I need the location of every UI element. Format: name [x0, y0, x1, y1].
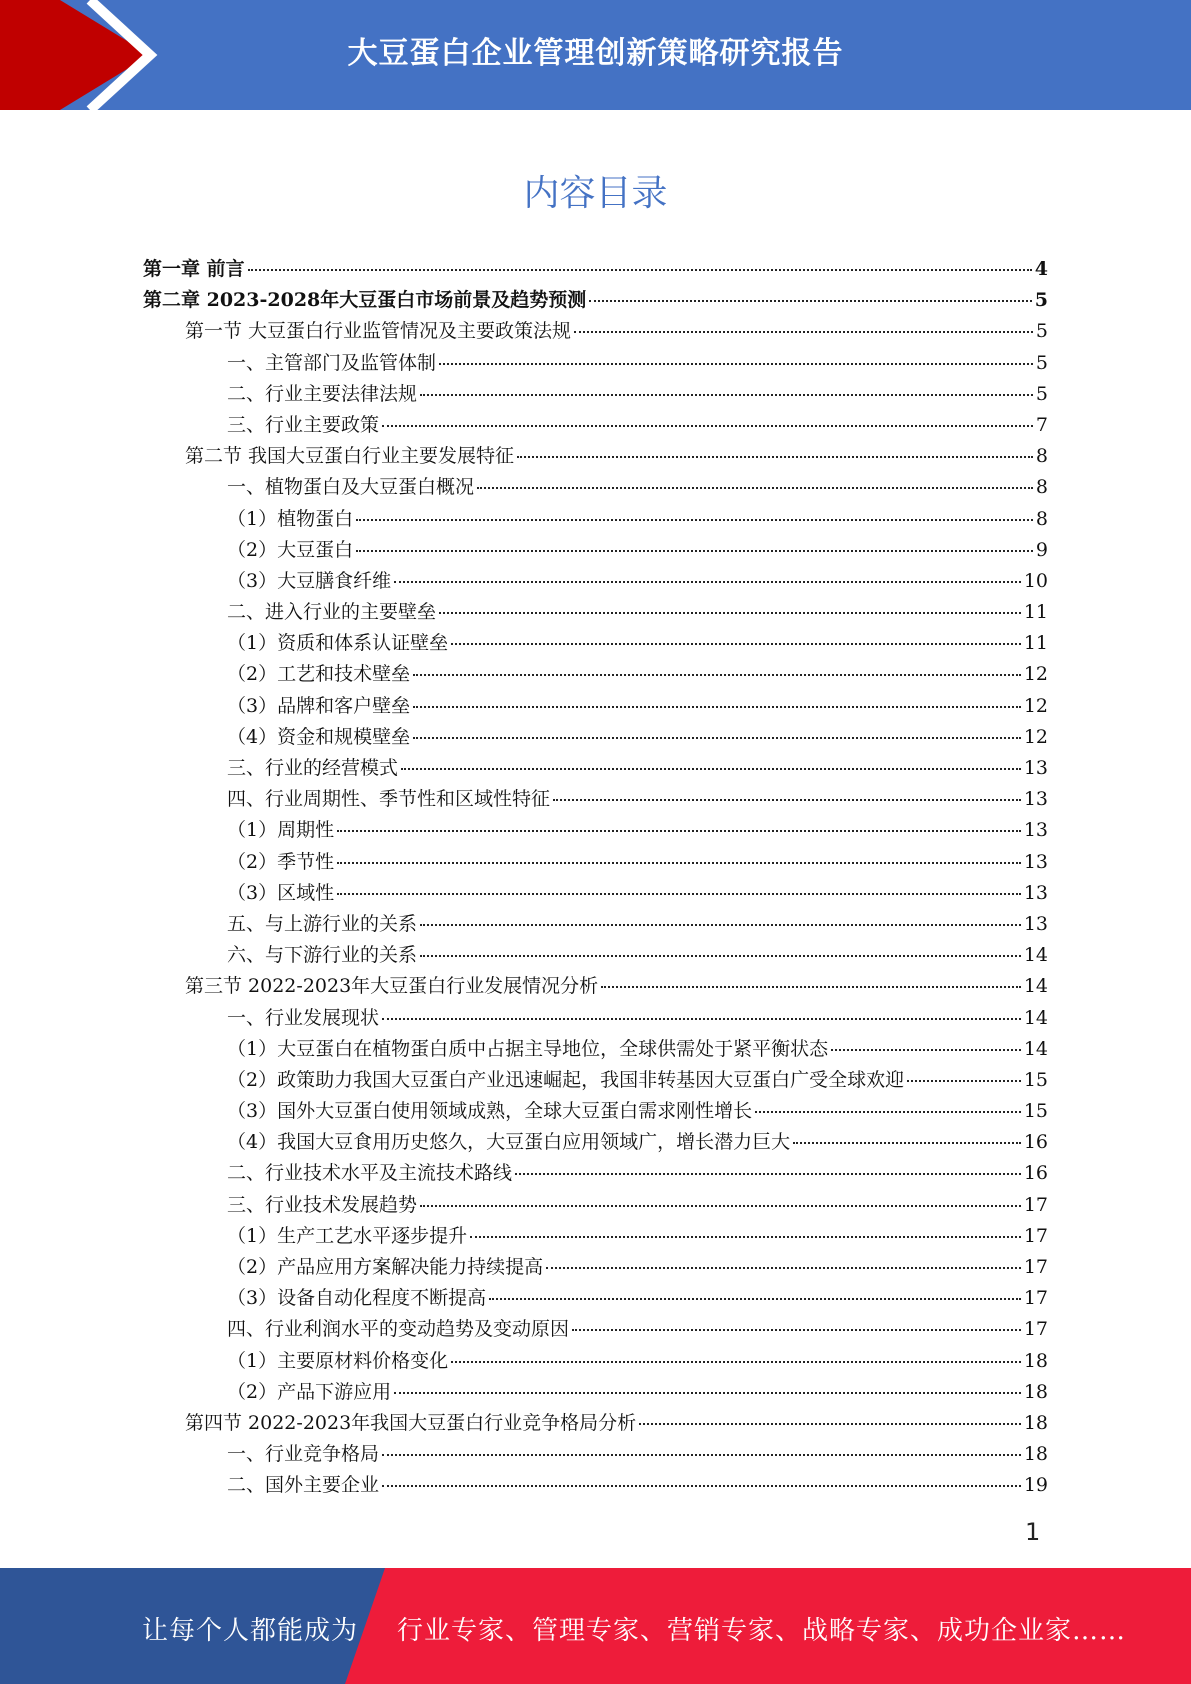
toc-dot-leader [639, 1423, 1021, 1425]
toc-entry[interactable] [143, 1314, 1048, 1345]
toc-entry-label: 第二章 2023-2028年大豆蛋白市场前景及趋势预测 [143, 289, 587, 312]
toc-entry-page: 19 [1023, 1474, 1048, 1497]
toc-entry-page: 14 [1023, 975, 1048, 998]
toc-entry[interactable] [143, 1346, 1048, 1377]
footer-slogan-right: 行业专家、管理专家、营销专家、战略专家、成功企业家…… [397, 1616, 1127, 1646]
toc-entry-label: 第四节 2022-2023年我国大豆蛋白行业竞争格局分析 [185, 1411, 637, 1434]
toc-entry-page: 18 [1023, 1349, 1048, 1372]
toc-dot-leader [572, 1329, 1021, 1331]
toc-entry-page: 17 [1023, 1256, 1048, 1278]
table-of-contents [143, 254, 1048, 1502]
toc-dot-leader [574, 331, 1033, 333]
toc-entry[interactable] [143, 722, 1048, 753]
toc-entry-page: 17 [1023, 1318, 1048, 1341]
toc-entry-page: 7 [1035, 413, 1048, 436]
toc-dot-leader [489, 1298, 1021, 1300]
toc-entry-label: 第一章 前言 [143, 258, 245, 280]
toc-entry-label: （3）大豆膳食纤维 [227, 569, 392, 592]
toc-dot-leader [382, 1485, 1021, 1487]
toc-entry[interactable] [143, 1158, 1048, 1189]
toc-entry[interactable] [143, 566, 1048, 597]
toc-dot-leader [413, 737, 1021, 739]
toc-entry-page: 8 [1035, 476, 1048, 499]
toc-dot-leader [420, 394, 1033, 396]
toc-entry-label: 一、植物蛋白及大豆蛋白概况 [227, 476, 475, 499]
toc-entry[interactable] [143, 1190, 1048, 1221]
toc-entry-page: 13 [1023, 850, 1048, 873]
toc-entry-label: （3）区域性 [227, 881, 335, 904]
toc-entry-label: 二、行业主要法律法规 [227, 382, 418, 405]
toc-dot-leader [451, 643, 1021, 645]
footer-band [0, 1568, 1191, 1684]
toc-entry-label: （2）工艺和技术壁垒 [227, 663, 411, 686]
toc-entry-label: 一、主管部门及监管体制 [227, 351, 437, 374]
toc-entry[interactable] [143, 628, 1048, 659]
toc-entry-page: 18 [1023, 1411, 1048, 1434]
toc-dot-leader [394, 581, 1021, 583]
toc-entry-label: （2）大豆蛋白 [227, 538, 354, 561]
toc-dot-leader [248, 269, 1032, 271]
toc-entry-page: 15 [1023, 1068, 1048, 1091]
toc-entry-page: 16 [1023, 1162, 1048, 1185]
toc-entry-label: 四、行业周期性、季节性和区域性特征 [227, 788, 551, 811]
toc-dot-leader [356, 519, 1033, 521]
toc-entry-page: 8 [1035, 445, 1048, 468]
toc-entry-label: 第二节 我国大豆蛋白行业主要发展特征 [185, 445, 515, 468]
toc-entry[interactable] [143, 1283, 1048, 1314]
footer-slogan-left: 让每个人都能成为 [142, 1616, 359, 1646]
toc-dot-leader [477, 487, 1033, 489]
toc-entry-label: （2）产品应用方案解决能力持续提高 [227, 1256, 544, 1278]
toc-entry-page: 10 [1023, 569, 1048, 592]
toc-entry[interactable] [143, 1408, 1048, 1439]
toc-entry-label: 第三节 2022-2023年大豆蛋白行业发展情况分析 [185, 975, 599, 998]
toc-dot-leader [515, 1173, 1021, 1175]
toc-entry-label: 六、与下游行业的关系 [227, 944, 418, 967]
toc-entry[interactable] [143, 1439, 1048, 1470]
toc-dot-leader [337, 893, 1021, 895]
toc-dot-leader [382, 1018, 1021, 1020]
toc-entry-page: 4 [1034, 258, 1048, 280]
toc-dot-leader [420, 1205, 1021, 1207]
toc-dot-leader [546, 1267, 1021, 1269]
toc-entry-page: 5 [1035, 320, 1048, 343]
toc-entry[interactable] [143, 1252, 1048, 1283]
toc-dot-leader [451, 1361, 1021, 1363]
toc-entry-page: 8 [1035, 507, 1048, 530]
toc-entry[interactable] [143, 472, 1048, 503]
toc-dot-leader [394, 1392, 1021, 1394]
page-number: 1 [1025, 1518, 1041, 1546]
toc-entry-label: （1）周期性 [227, 819, 335, 842]
toc-entry[interactable] [143, 909, 1048, 940]
toc-dot-leader [420, 924, 1021, 926]
toc-entry-page: 11 [1023, 632, 1048, 655]
toc-entry[interactable] [143, 504, 1048, 535]
toc-entry[interactable] [143, 410, 1048, 441]
toc-entry-label: （1）生产工艺水平逐步提升 [227, 1224, 468, 1247]
toc-entry[interactable] [143, 1377, 1048, 1408]
toc-entry-label: 二、进入行业的主要壁垒 [227, 601, 437, 624]
toc-dot-leader [793, 1142, 1021, 1144]
toc-entry-page: 12 [1023, 725, 1048, 748]
toc-entry[interactable] [143, 971, 1048, 1002]
toc-dot-leader [553, 799, 1021, 801]
toc-entry[interactable] [143, 1470, 1048, 1501]
toc-entry[interactable] [143, 1034, 1048, 1065]
toc-entry-label: （1）植物蛋白 [227, 507, 354, 530]
toc-dot-leader [337, 862, 1021, 864]
toc-entry-page: 17 [1023, 1193, 1048, 1216]
toc-entry[interactable] [143, 878, 1048, 909]
toc-entry-label: （2）政策助力我国大豆蛋白产业迅速崛起，我国非转基因大豆蛋白广受全球欢迎 [227, 1068, 905, 1091]
toc-entry-page: 13 [1023, 788, 1048, 811]
toc-entry-label: 四、行业利润水平的变动趋势及变动原因 [227, 1318, 570, 1341]
toc-entry-page: 5 [1035, 351, 1048, 374]
toc-dot-leader [382, 1454, 1021, 1456]
toc-entry-label: （3）设备自动化程度不断提高 [227, 1287, 487, 1310]
toc-entry-page: 5 [1035, 382, 1048, 405]
toc-entry-page: 5 [1034, 289, 1048, 312]
toc-entry[interactable] [143, 659, 1048, 690]
toc-entry-page: 13 [1023, 757, 1048, 779]
toc-entry-page: 15 [1023, 1100, 1048, 1123]
toc-dot-leader [337, 830, 1021, 832]
toc-entry-page: 17 [1023, 1224, 1048, 1247]
toc-entry[interactable] [143, 847, 1048, 878]
toc-entry[interactable] [143, 753, 1048, 784]
toc-dot-leader [382, 425, 1033, 427]
toc-entry-page: 9 [1035, 538, 1048, 561]
toc-entry-label: （4）资金和规模壁垒 [227, 725, 411, 748]
toc-entry-page: 14 [1023, 944, 1048, 967]
toc-entry-label: 五、与上游行业的关系 [227, 912, 418, 935]
toc-entry-page: 12 [1023, 663, 1048, 686]
toc-entry-page: 13 [1023, 819, 1048, 842]
toc-entry-label: （1）大豆蛋白在植物蛋白质中占据主导地位，全球供需处于紧平衡状态 [227, 1037, 829, 1060]
toc-dot-leader [420, 955, 1021, 957]
toc-entry-label: （3）国外大豆蛋白使用领域成熟，全球大豆蛋白需求刚性增长 [227, 1100, 753, 1123]
toc-dot-leader [589, 300, 1032, 302]
toc-dot-leader [517, 456, 1033, 458]
toc-entry-label: （4）我国大豆食用历史悠久，大豆蛋白应用领域广，增长潜力巨大 [227, 1131, 791, 1154]
toc-entry[interactable] [143, 597, 1048, 628]
toc-entry-label: （2）季节性 [227, 850, 335, 873]
toc-entry[interactable] [143, 1065, 1048, 1096]
toc-entry-page: 18 [1023, 1443, 1048, 1466]
toc-entry[interactable] [143, 348, 1048, 379]
toc-entry[interactable] [143, 784, 1048, 815]
toc-title: 内容目录 [523, 173, 668, 214]
toc-entry-page: 13 [1023, 881, 1048, 904]
toc-entry-page: 13 [1023, 912, 1048, 935]
toc-entry-page: 16 [1023, 1131, 1048, 1154]
toc-dot-leader [413, 706, 1021, 708]
toc-entry[interactable] [143, 254, 1048, 285]
toc-entry-label: （2）产品下游应用 [227, 1380, 392, 1403]
toc-entry[interactable] [143, 1127, 1048, 1158]
toc-entry-label: （1）主要原材料价格变化 [227, 1349, 449, 1372]
toc-entry[interactable] [143, 316, 1048, 347]
toc-dot-leader [413, 674, 1021, 676]
toc-entry-page: 17 [1023, 1287, 1048, 1310]
toc-entry[interactable] [143, 1003, 1048, 1034]
toc-dot-leader [601, 986, 1021, 988]
toc-dot-leader [439, 363, 1033, 365]
toc-entry[interactable] [143, 815, 1048, 846]
toc-dot-leader [907, 1080, 1021, 1082]
toc-entry[interactable] [143, 1221, 1048, 1252]
toc-dot-leader [401, 768, 1021, 770]
toc-entry[interactable] [143, 535, 1048, 566]
header-band [0, 0, 1191, 110]
toc-entry-label: 三、行业主要政策 [227, 413, 380, 436]
toc-entry-page: 14 [1023, 1006, 1048, 1029]
toc-dot-leader [470, 1236, 1021, 1238]
toc-entry-page: 11 [1023, 601, 1048, 624]
toc-entry[interactable] [143, 691, 1048, 722]
toc-entry-page: 18 [1023, 1380, 1048, 1403]
toc-entry-label: 二、国外主要企业 [227, 1474, 380, 1497]
toc-entry-label: 三、行业的经营模式 [227, 757, 399, 779]
toc-entry-page: 14 [1023, 1037, 1048, 1060]
toc-entry-label: 第一节 大豆蛋白行业监管情况及主要政策法规 [185, 320, 572, 343]
toc-entry[interactable] [143, 1096, 1048, 1127]
toc-entry-label: （3）品牌和客户壁垒 [227, 694, 411, 717]
toc-entry-label: （1）资质和体系认证壁垒 [227, 632, 449, 655]
toc-entry-page: 12 [1023, 694, 1048, 717]
toc-entry-label: 二、行业技术水平及主流技术路线 [227, 1162, 513, 1185]
toc-entry-label: 一、行业竞争格局 [227, 1443, 380, 1466]
toc-entry-label: 一、行业发展现状 [227, 1006, 380, 1029]
toc-dot-leader [356, 550, 1033, 552]
toc-dot-leader [755, 1111, 1021, 1113]
toc-entry[interactable] [143, 940, 1048, 971]
toc-entry[interactable] [143, 285, 1048, 316]
toc-dot-leader [439, 612, 1021, 614]
toc-entry-label: 三、行业技术发展趋势 [227, 1193, 418, 1216]
report-title: 大豆蛋白企业管理创新策略研究报告 [347, 36, 844, 71]
toc-entry[interactable] [143, 441, 1048, 472]
toc-entry[interactable] [143, 379, 1048, 410]
toc-dot-leader [831, 1049, 1021, 1051]
